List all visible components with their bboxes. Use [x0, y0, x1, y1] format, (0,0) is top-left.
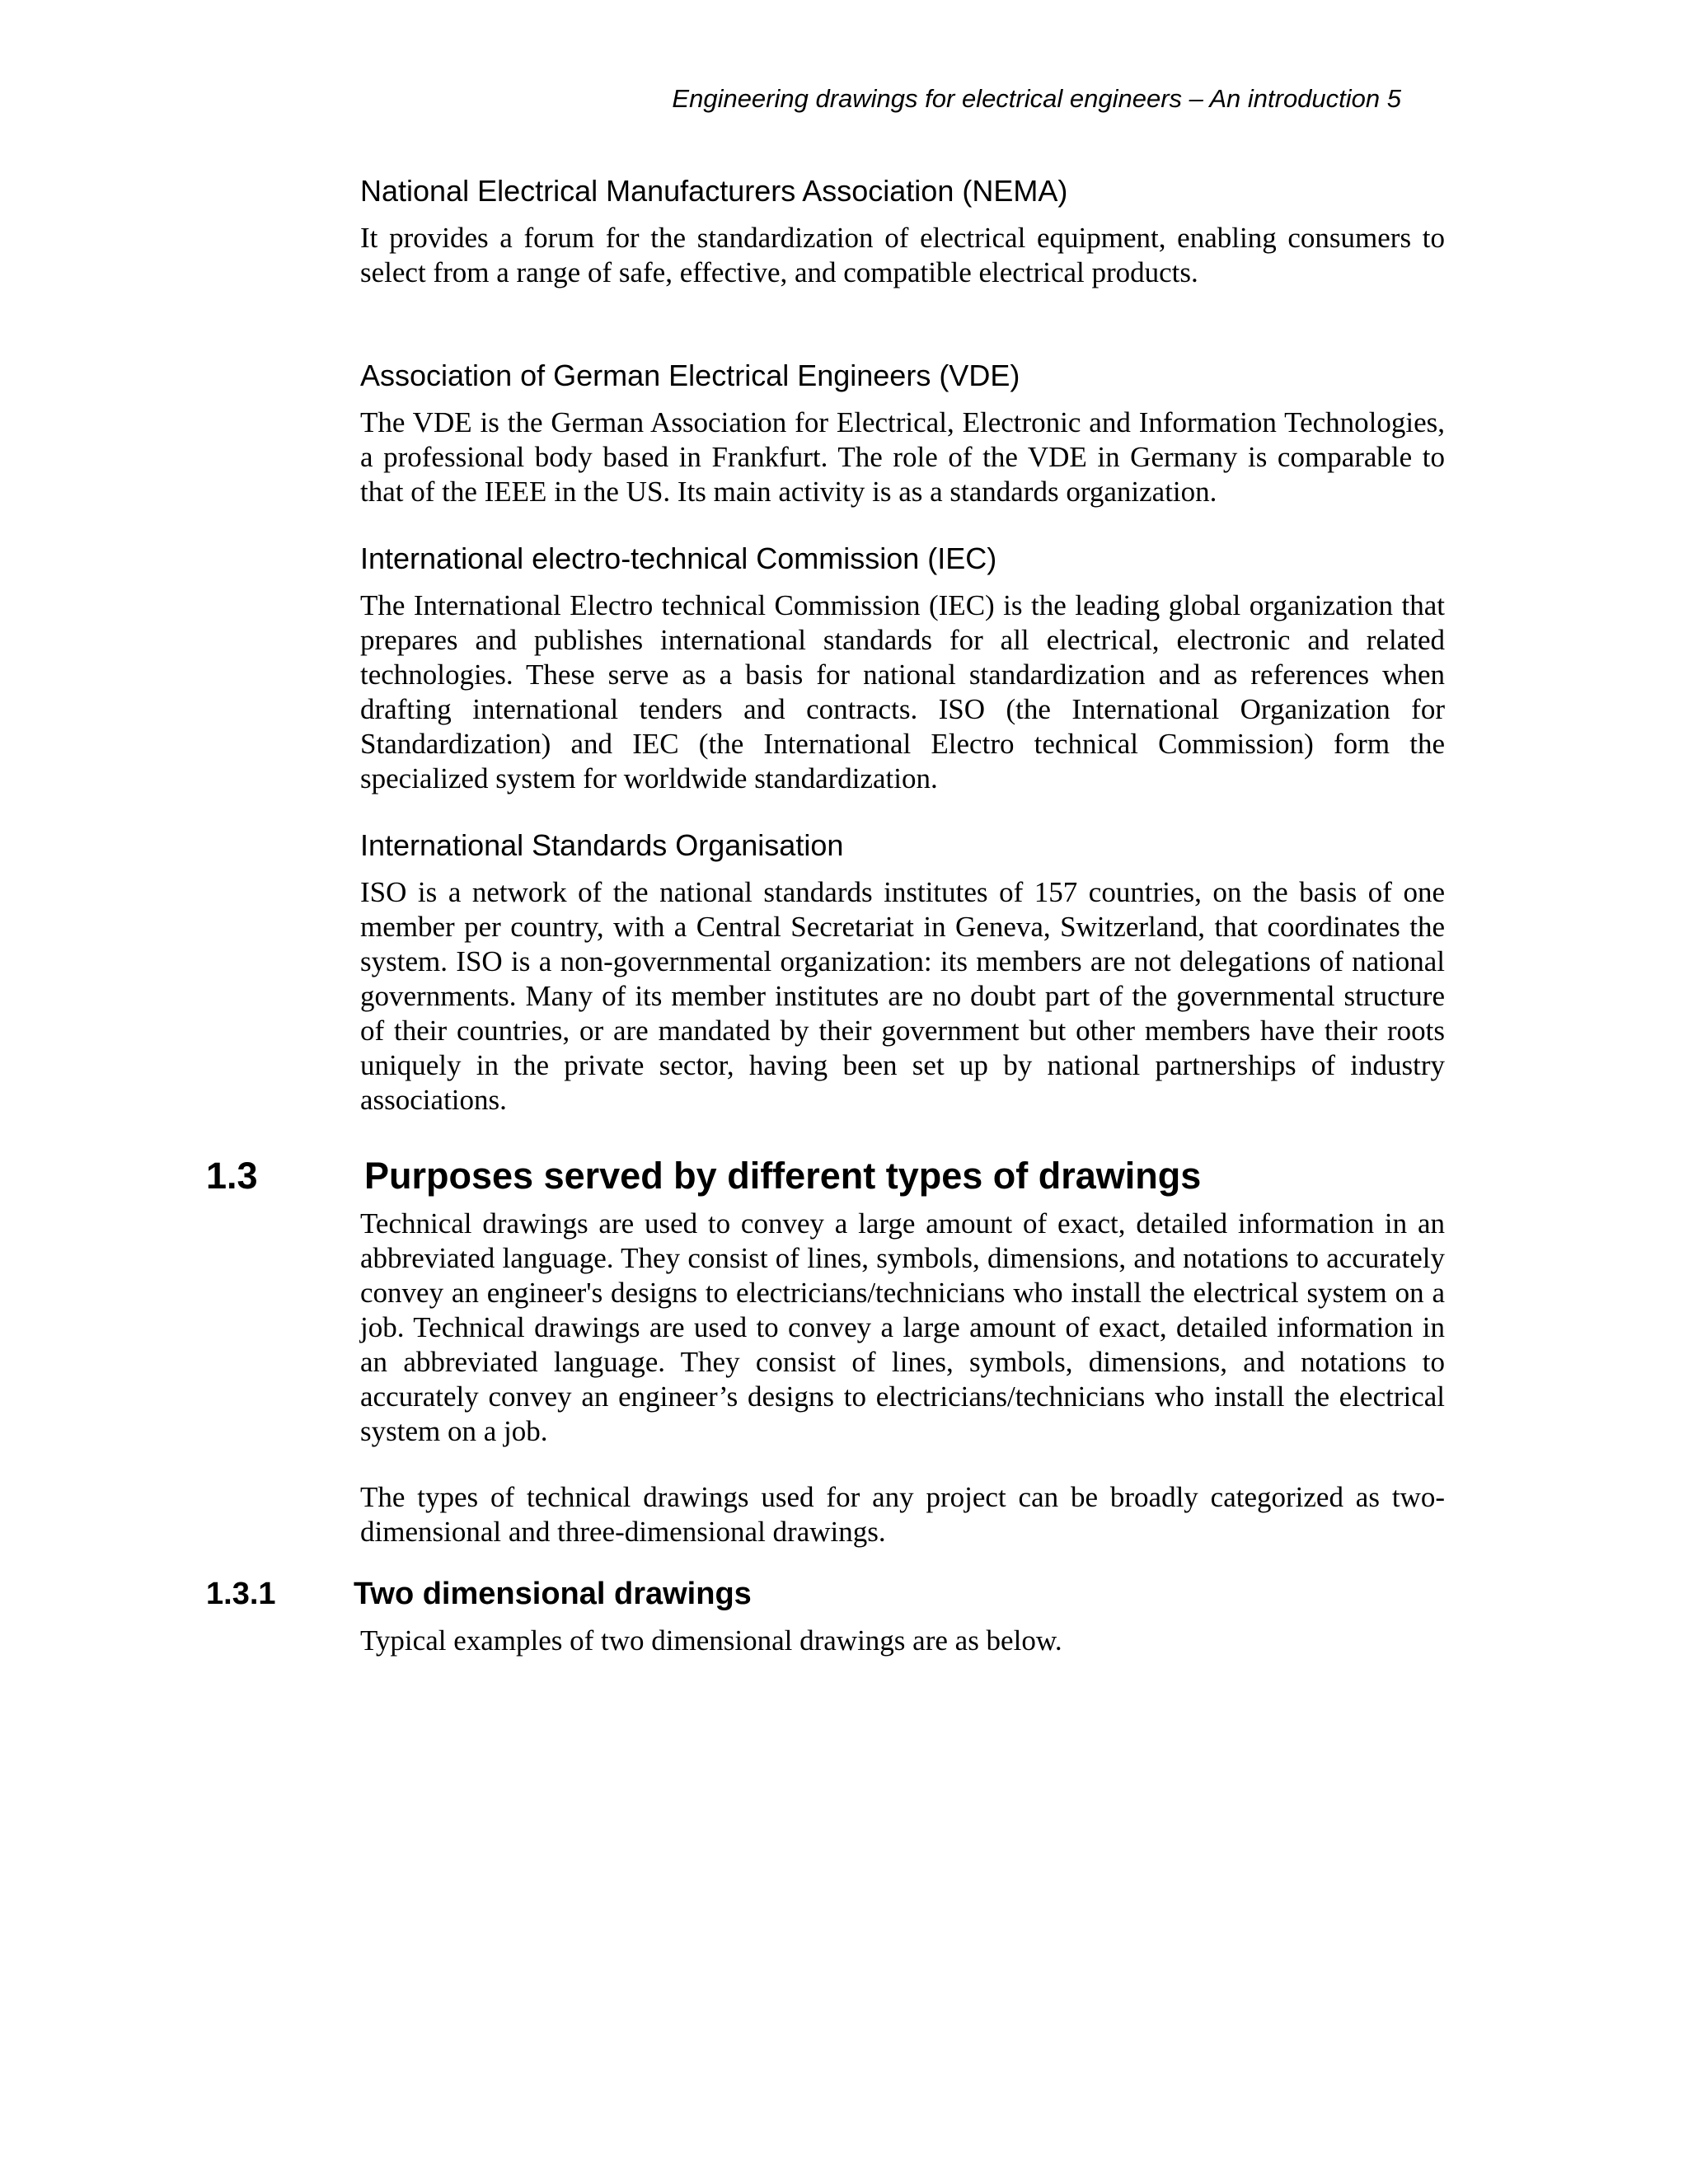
subsection-number: 1.3.1 — [206, 1577, 276, 1611]
iso-block — [360, 827, 1445, 1118]
iec-paragraph: The International Electro technical Commission (IEC) is the leading global organization that prepares and publishes international standards for all electrical, electronic and related technologies. These serve as a basis for national standardization and as references when drafting international tenders and contracts. ISO (the International Organization for Standardization) and IEC (the International Electro technical Commission) form the specialized system for worldwide standardization. — [360, 589, 1445, 794]
page-content — [206, 173, 1445, 1658]
nema-block — [360, 173, 1445, 290]
iso-paragraph: ISO is a network of the national standards institutes of 157 countries, on the basis of one member per country, with a Central Secretariat in Geneva, Switzerland, that coordinates the system. ISO is a non-governmental organization: its members are not delegations of national governments. Many of its member institutes are no doubt part of the governmental structure of their countries, or are mandated by their government but other members have their roots uniquely in the private sector, having been set up by national partnerships of industry associations. — [360, 876, 1445, 1116]
section-paragraph-1: Technical drawings are used to convey a large amount of exact, detailed information in an abbreviated language. They consist of lines, symbols, dimensions, and notations to accurately convey an engineer's designs to electricians/technicians who install the electrical system on a job. Technical drawings are used to convey a large amount of exact, detailed information in an abbreviated language. They consist of lines, symbols, dimensions, and notations to accurately convey an engineer’s designs to electricians/technicians who install the electrical system on a job. — [360, 1207, 1445, 1447]
iso-heading: International Standards Organisation — [360, 828, 844, 862]
vde-paragraph: The VDE is the German Association for Electrical, Electronic and Information Technologies, a professional body based in Frankfurt. The role of the VDE in Germany is comparable to that of the IEEE in the US. Its main activity is as a standards organization. — [360, 406, 1445, 508]
iec-heading: International electro-technical Commission (IEC) — [360, 541, 997, 575]
nema-heading: National Electrical Manufacturers Association (NEMA) — [360, 174, 1068, 208]
subsection-title: Two dimensional drawings — [354, 1577, 752, 1611]
vde-heading: Association of German Electrical Engineers (VDE) — [360, 359, 1020, 392]
subsection-heading — [206, 1574, 1445, 1615]
running-header: Engineering drawings for electrical engineers – An introduction 5 — [672, 84, 1401, 113]
section-number: 1.3 — [206, 1155, 258, 1197]
section-paragraph-2: The types of technical drawings used for any project can be broadly categorized as two-dimensional and three-dimensional drawings. — [360, 1481, 1445, 1548]
nema-paragraph: It provides a forum for the standardization of electrical equipment, enabling consumers to select from a range of safe, effective, and compatible electrical products. — [360, 222, 1445, 288]
iec-block — [360, 541, 1445, 796]
vde-block — [360, 358, 1445, 509]
section-heading — [206, 1152, 1445, 1202]
subsection-paragraph: Typical examples of two dimensional drawings are as below. — [360, 1624, 1062, 1657]
section-title: Purposes served by different types of drawings — [364, 1155, 1202, 1197]
